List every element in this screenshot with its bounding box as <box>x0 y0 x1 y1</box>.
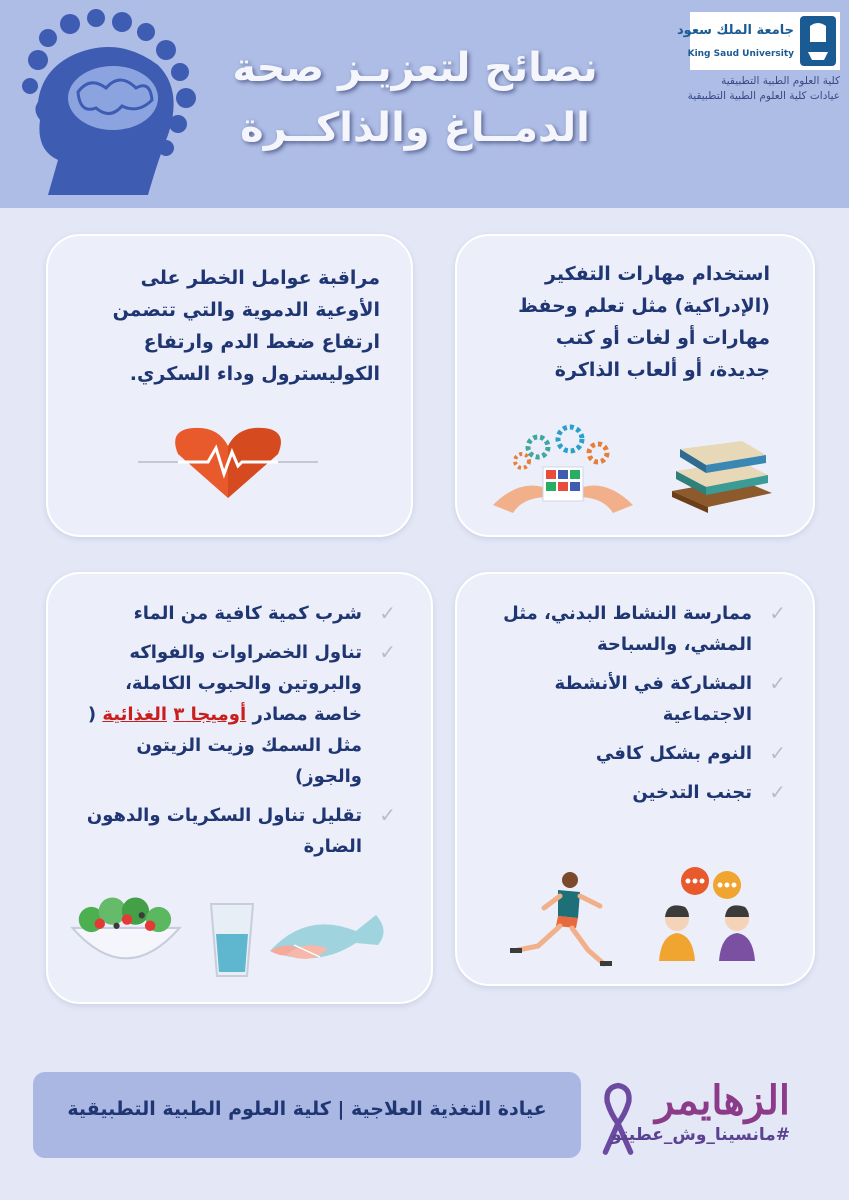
clinics-name: عيادات كلية العلوم الطبية التطبيقية <box>687 90 840 102</box>
checkmark-icon: ✓ <box>769 741 786 765</box>
checkmark-icon: ✓ <box>379 601 396 625</box>
ksu-logo <box>677 12 840 70</box>
checkmark-icon: ✓ <box>769 601 786 625</box>
list-item: ✓ تجنب التدخين <box>486 777 786 808</box>
university-name-ar: جامعة الملك سعود <box>677 23 794 38</box>
checkmark-icon: ✓ <box>769 671 786 695</box>
checkmark-icon: ✓ <box>379 803 396 827</box>
checkmark-icon: ✓ <box>769 780 786 804</box>
risk-text: مراقبة عوامل الخطر على الأوعية الدموية والتي تتضمن ارتفاع ضغط الدم وارتفاع الكوليسترول وداء السكري. <box>112 267 380 385</box>
alzheimer-campaign-logo <box>600 1075 820 1165</box>
cognitive-text: استخدام مهارات التفكير (الإدراكية) مثل تعلم وحفظ مهارات أو لغات أو كتب جديدة، أو ألعاب الذاكرة <box>518 263 770 381</box>
campaign-hashtag: #مانسينا_وش_عطيتو <box>611 1125 790 1145</box>
title-line-2: الدمــاغ والذاكــرة <box>240 105 590 151</box>
list-item: ✓ شرب كمية كافية من الماء <box>76 598 396 629</box>
campaign-name: الزهايمر <box>655 1077 790 1124</box>
puzzle-gears-illustration <box>488 425 638 515</box>
list-item: ✓ تقليل تناول السكريات والدهون الضارة <box>76 800 396 862</box>
list-item: ✓ النوم بشكل كافي <box>486 738 786 769</box>
brain-head-illustration <box>18 10 218 202</box>
college-info <box>640 74 840 104</box>
checkmark-icon: ✓ <box>379 640 396 664</box>
list-item: ✓ ممارسة النشاط البدني، مثل المشي، والسباحة <box>486 598 786 660</box>
social-people-illustration <box>655 865 765 965</box>
salad-bowl-illustration <box>68 888 184 972</box>
footer-clinic-box <box>33 1072 581 1158</box>
page-title <box>200 38 630 158</box>
heartbeat-heart-icon <box>138 422 318 502</box>
nutritional-highlight: الغذائية <box>102 704 168 725</box>
runner-illustration <box>508 868 618 968</box>
awareness-ribbon-icon <box>600 1079 636 1157</box>
title-line-1: نصائح لتعزيـز صحة <box>232 45 598 91</box>
list-item: ✓ تناول الخضراوات والفواكه والبروتين والحبوب الكاملة، خاصة مصادر أوميجا ٣ الغذائية ( مثل السمك وزيت الزيتون والجوز) <box>76 637 396 792</box>
university-name-en: King Saud University <box>687 49 794 59</box>
list-item: ✓ المشاركة في الأنشطة الاجتماعية <box>486 668 786 730</box>
footer-clinic-text: عيادة التغذية العلاجية | كلية العلوم الطبية التطبيقية <box>67 1098 547 1120</box>
lifestyle-checklist <box>486 598 786 816</box>
books-illustration <box>668 435 778 515</box>
omega3-highlight: أوميجا ٣ <box>173 704 247 725</box>
nutrition-checklist <box>76 598 396 870</box>
fish-illustration <box>266 900 396 972</box>
college-name: كلية العلوم الطبية التطبيقية <box>721 75 840 87</box>
water-glass-illustration <box>206 900 258 980</box>
